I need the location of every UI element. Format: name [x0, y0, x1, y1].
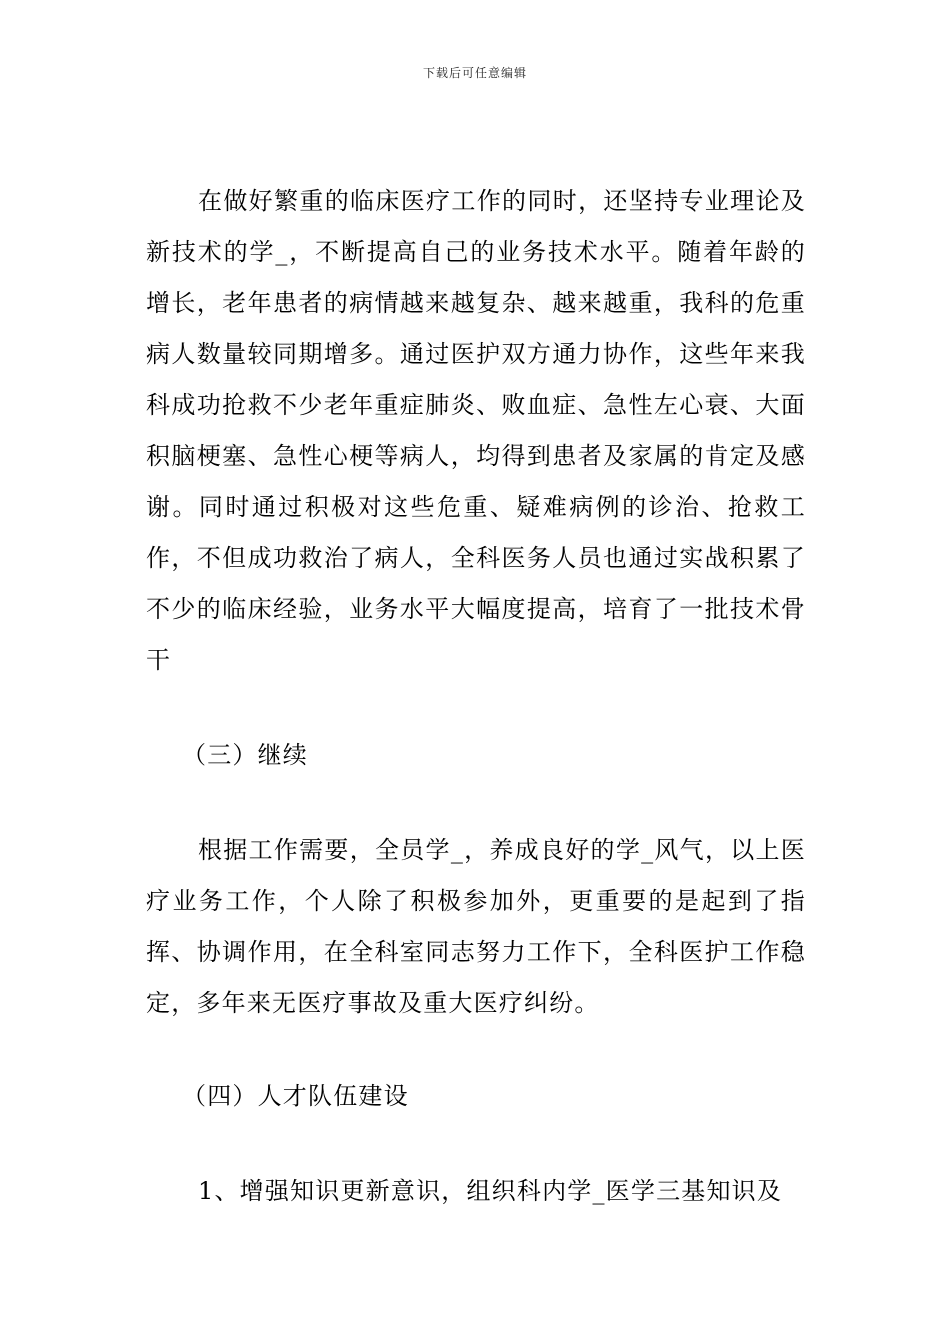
- body-paragraph-1: 在做好繁重的临床医疗工作的同时，还坚持专业理论及新技术的学_，不断提高自己的业务技术水平。随着年龄的增长，老年患者的病情越来越复杂、越来越重，我科的危重病人数量较同期增多。通过医护双方通力协作，这些年来我科成功抢救不少老年重症肺炎、败血症、急性左心衰、大面积脑梗塞、急性心梗等病人，均得到患者及家属的肯定及感谢。同时通过积极对这些危重、疑难病例的诊治、抢救工作，不但成功救治了病人，全科医务人员也通过实战积累了不少的临床经验，业务水平大幅度提高，培育了一批技术骨干: [146, 187, 806, 674]
- section-heading-4: （四）人才队伍建设: [182, 1082, 409, 1110]
- header-note: 下载后可任意编辑: [422, 66, 527, 80]
- body-paragraph-2: 根据工作需要，全员学_，养成良好的学_风气，以上医疗业务工作，个人除了积极参加外，更重要的是起到了指挥、协调作用，在全科室同志努力工作下，全科医护工作稳定，多年来无医疗事故及重大医疗纠纷。: [146, 836, 806, 1017]
- section-heading-3: （三）继续: [182, 741, 308, 769]
- body-paragraph-3: 1、增强知识更新意识，组织科内学_医学三基知识及: [198, 1177, 783, 1205]
- document-body: [146, 176, 806, 1217]
